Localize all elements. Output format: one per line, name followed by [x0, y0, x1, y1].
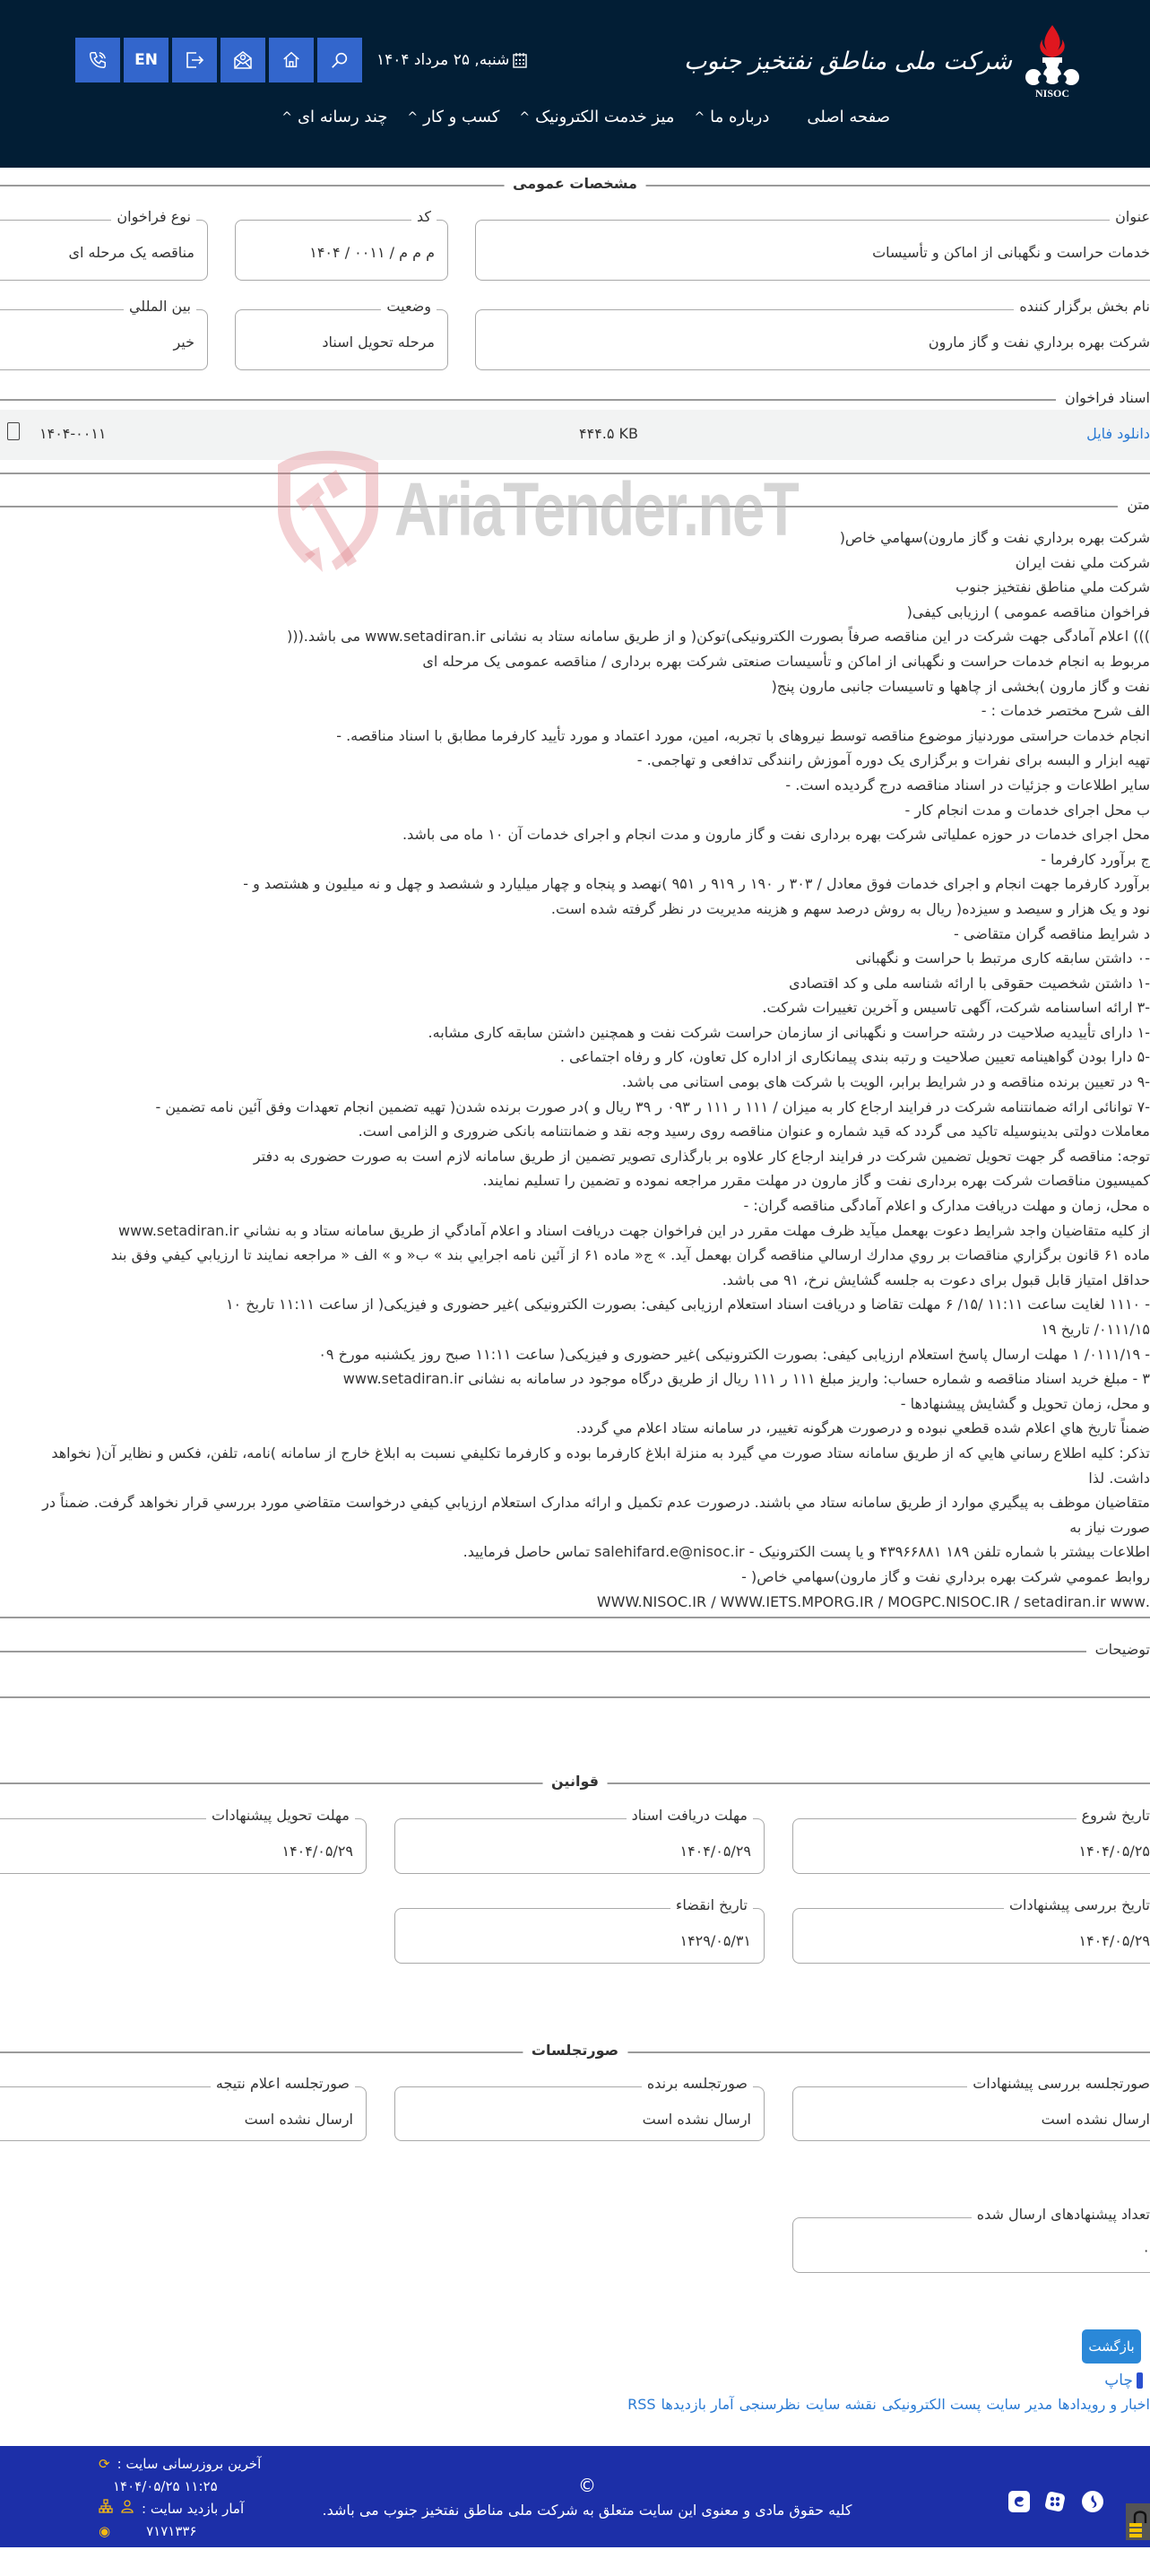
result-minutes-field [0, 2075, 367, 2141]
header-toolbar [75, 38, 527, 82]
site-footer [0, 2446, 1150, 2547]
file-name: ۱۴۰۴-۰۰۱۱ [39, 425, 107, 442]
soroush-icon[interactable] [1082, 2491, 1103, 2512]
nav-multimedia-label: چند رسانه ای [297, 108, 388, 126]
body-text-line: برآورد کارفرما جهت انجام و اجرای خدمات فوق معادل / ۳۰۳ ر ۱۹۰ ر ۹۱۹ ر ۹۵۱ )نهصد و پنجاه و چهار میلیارد و ششصد و چهل و نه میلیون و هشتصد و - [243, 875, 1150, 893]
description-header [0, 1641, 1150, 1661]
body-text-line: ))) اعلام آمادگی جهت شرکت در این مناقصه صرفاً بصورت الکترونیکی)توکن( و از طریق سامانه ستاد به نشانی www.setadiran.ir می باشد.((( [287, 628, 1150, 646]
body-text-line: و محل، زمان تحویل و گشایش پیشنهادها - [900, 1394, 1150, 1412]
print-link[interactable] [1104, 2372, 1143, 2390]
divider [0, 1617, 1150, 1618]
calendar-icon [513, 52, 527, 68]
doc-deadline-value: ۱۴۰۴/۰۵/۲۹ [679, 1843, 751, 1860]
winner-minutes-value: ارسال نشده است [642, 2111, 751, 2128]
status-field [235, 298, 448, 370]
last-update-value: ۱۱:۲۵ ۱۴۰۴/۰۵/۲۵ [113, 2478, 218, 2494]
chevron-up-icon: ^ [694, 109, 705, 125]
body-text-line: سایر اطلاعات و جزئیات در اسناد مناقصه درج گردیده است. - [785, 776, 1150, 794]
nav-about-label: درباره ما [710, 108, 770, 126]
submit-deadline-field [0, 1807, 367, 1874]
body-text-line: شرکت ملي مناطق نفتخيز جنوب [955, 578, 1150, 596]
body-text-line: حداقل امتیاز قابل قبول برای دعوت به جلسه گشایش نرخ، ۹۱ می باشد. [722, 1271, 1150, 1288]
body-text-line: نفت و گاز مارون )بخشی از چاهها و تاسیسات جانبی مارون پنج( [771, 677, 1150, 695]
review-minutes-label: صورتجلسه بررسی پیشنهادات [967, 2075, 1150, 2092]
winner-minutes-label: صورتجلسه برنده [642, 2075, 753, 2092]
body-text-line: شرکت بهره برداري نفت و گاز مارون)سهامي خاص( [839, 529, 1150, 546]
title-value: خدمات حراست و نگهبانی از اماکن و تأسیسات [872, 244, 1150, 261]
title-field [475, 208, 1150, 281]
expiry-date-field [394, 1896, 765, 1964]
nav-multimedia[interactable] [281, 108, 387, 126]
start-date-field [792, 1807, 1150, 1874]
status-value: مرحله تحویل اسناد [322, 334, 435, 351]
review-date-field [792, 1896, 1150, 1964]
copyright [308, 2473, 866, 2523]
body-text-line: انجام خدمات حراستی موردنیاز موضوع مناقصه توسط نیروهای با تجربه، امین، مورد اعتماد و مورد تأیید کارفرما مطابق با اسناد مناقصه. - [336, 726, 1150, 744]
international-label: بين المللي [124, 298, 196, 315]
title-label: عنوان [1110, 208, 1150, 225]
copyright-icon: © [578, 2475, 596, 2496]
result-minutes-value: ارسال نشده است [244, 2111, 353, 2128]
body-text-line: ب محل اجرای خدمات و مدت انجام کار - [904, 801, 1150, 819]
nisoc-logo-icon [1017, 23, 1087, 99]
divider [0, 506, 1150, 507]
submitted-count-field [792, 2206, 1150, 2273]
organizer-value: شرکت بهره برداري نفت و گاز مارون [928, 334, 1150, 351]
international-value: خير [173, 334, 195, 351]
review-minutes-value: ارسال نشده است [1041, 2111, 1150, 2128]
submitted-count-label: تعداد پیشنهادهای ارسال شده [972, 2206, 1150, 2223]
start-date-label: تاریخ شروع [1077, 1807, 1150, 1824]
footer-link-news[interactable]: اخبار و رویدادها [1058, 2396, 1150, 2413]
organizer-field [475, 298, 1150, 370]
current-date [376, 51, 527, 69]
file-size: ۴۴۴.۵ KB [579, 425, 639, 442]
nav-business-label: کسب و کار [423, 108, 500, 126]
body-text-line: ه محل، زمان و مهلت دریافت مدارک و اعلام آمادگی مناقصه گران: - [743, 1197, 1150, 1215]
text-section-header [0, 496, 1150, 516]
footer-link-sitemap[interactable]: نقشه سایت [805, 2396, 877, 2413]
international-field [0, 298, 208, 370]
search-icon[interactable] [317, 38, 362, 82]
general-section-title: مشخصات عمومی [504, 175, 646, 192]
body-text-line: معاملات دولتی بدینوسیله تاکید می گردد که قید شماره و عنوان مناقصه روی رسید وجه نقد و ضمانتنامه بانکی ضروری و الزامی است. [358, 1123, 1150, 1141]
body-text-line: .WWW.NISOC.IR / WWW.IETS.MPORG.IR / MOGPC.NISOC.IR / setadiran.ir www [596, 1592, 1150, 1610]
rules-section-header [0, 1773, 1150, 1792]
site-stats [99, 2453, 278, 2543]
code-label: کد [411, 208, 437, 225]
body-text-line: متقاضيان موظف به پيگيري موارد از طريق سامانه ستاد مي باشند. درصورت عدم تکميل و ارائه مدارک استعلام ارزيابي کيفي درخواست متقاضي مورد بررسي قرار نخواهد گرفت. ضمناً در [42, 1494, 1150, 1512]
body-text-line: شرکت ملي نفت ايران [1015, 553, 1150, 571]
body-text-line: داشت. لذا [1088, 1469, 1150, 1487]
body-text-line: -۰ داشتن سابقه کاری مرتبط با حراست و نگهبانی [855, 950, 1150, 967]
divider [0, 473, 1150, 474]
body-text-line: محل اجرای خدمات در حوزه عملیاتی شرکت بهره برداری نفت و گاز مارون و مدت انجام و اجرای خدمات آن ۱۰ ماه می باشد. [402, 826, 1150, 844]
call-type-field [0, 208, 208, 281]
body-text-line: -۱ دارای تأییدیه صلاحیت در رشته حراست و نگهبانی از سازمان حراست شرکت نفت و همچنین داشتن سابقه کاری مشابه. [428, 1023, 1150, 1041]
body-text-line: فراخوان مناقصه عمومی ) ارزیابی کیفی( [906, 603, 1150, 620]
svg-text:NISOC: NISOC [1034, 87, 1070, 99]
file-icon [7, 422, 20, 440]
body-text-line: ضمناً تاريخ هاي اعلام شده قطعي نبوده و درصورت هرگونه تغيير، در سامانه ستاد اعلام مي گردد. [575, 1419, 1150, 1437]
body-text-line: روابط عمومي شرکت بهره برداري نفت و گاز مارون)سهامي خاص( - [741, 1567, 1150, 1585]
eitaa-icon[interactable] [1008, 2491, 1030, 2512]
general-section-header [0, 175, 1150, 195]
winner-minutes-field [394, 2075, 765, 2141]
body-text-line: اطلاعات بیشتر با شماره تلفن ۱۸۹ ۴۳۹۶۶۸۸۱ و یا پست الکترونیک - salehifard.e@nisoc.ir تماس حاصل فرمایید. [463, 1543, 1150, 1561]
footer-link-stats[interactable]: آمار بازدیدها [661, 2396, 734, 2413]
documents-header [0, 389, 1150, 409]
body-text-line: -۳ ارائه اساسنامه شرکت، آگهی تاسیس و آخرین تغییرات شرکت. [762, 999, 1150, 1017]
body-text-line: ماده ۶۱ قانون برگزاري مناقصات بر روي مدارك ارسالي مناقصه گران بهعمل آيد. » ج« ماده ۶۱ از آئين نامه اجرايي بند » ب« و » الف « مراجعه نمايند تا ارزيابي كيفي وفق بند [110, 1246, 1150, 1264]
divider-line [0, 1687, 1150, 1706]
body-text-line: -۹ در تعیین برنده مناقصه و در شرایط برابر، الویت با شرکت های بومی استانی می باشد. [621, 1073, 1150, 1091]
footer-links [627, 2396, 1150, 2413]
minutes-section-header [0, 2042, 1150, 2061]
print-label: چاپ [1104, 2372, 1133, 2390]
rules-section-title: قوانین [542, 1773, 608, 1790]
nav-e-services[interactable] [519, 108, 674, 126]
doc-deadline-label: مهلت دریافت اسناد [627, 1807, 753, 1824]
back-button[interactable]: بازگشت [1082, 2329, 1141, 2364]
site-header [0, 0, 1150, 168]
description-label: توضیحات [1086, 1641, 1150, 1658]
body-text-line: - ۱۱۱۰ لغایت ساعت ۱۱:۱۱ /۱۵/ ۶ مهلت تقاضا و دریافت اسناد استعلام ارزیابی کیفی: بصورت الکترونیکی )غیر حضوری و فیزیکی( از ساعت ۱۱:۱۱ تاریخ ۱۰ [225, 1296, 1150, 1314]
status-label: وضعیت [381, 298, 437, 315]
nav-about[interactable] [694, 108, 769, 126]
chevron-up-icon: ^ [519, 109, 531, 125]
submitted-count-value: ۰ [1142, 2242, 1150, 2259]
footer-link-admin[interactable]: مدیر سایت [986, 2396, 1053, 2413]
organizer-label: نام بخش برگزار کننده [1014, 298, 1150, 315]
print-icon [1137, 2372, 1143, 2389]
chevron-up-icon: ^ [281, 109, 292, 125]
home-icon[interactable] [269, 38, 314, 82]
review-date-label: تاریخ بررسی پیشنهادات [1004, 1896, 1150, 1913]
submit-deadline-label: مهلت تحویل پیشنهادات [206, 1807, 355, 1824]
accessibility-lock-icon[interactable] [1126, 2503, 1150, 2540]
download-file-link[interactable]: دانلود فایل [1086, 425, 1150, 442]
nav-home-label: صفحه اصلی [807, 108, 890, 126]
code-value: م م م / ۰۰۱۱ / ۱۴۰۴ [309, 244, 435, 261]
rubika-icon[interactable] [1044, 2491, 1066, 2512]
review-date-value: ۱۴۰۴/۰۵/۲۹ [1078, 1932, 1150, 1949]
body-text-line: الف شرح مختصر خدمات : - [981, 702, 1150, 720]
submit-deadline-value: ۱۴۰۴/۰۵/۲۹ [281, 1843, 353, 1860]
watermark-text: AriaTender.neT [394, 467, 799, 551]
body-text-line: د شرایط مناقصه گران متقاضی - [954, 924, 1150, 942]
tender-body-text [0, 525, 1150, 1614]
last-update-label: آخرین بروزرسانی سایت : [117, 2456, 262, 2472]
body-text-line: ج برآورد کارفرما - [1041, 850, 1150, 868]
visits-value: ۷۱۷۱۳۳۶ [146, 2523, 197, 2539]
expiry-date-value: ۱۴۲۹/۰۵/۳۱ [679, 1932, 751, 1949]
nav-home[interactable] [807, 108, 890, 126]
body-text-line: مربوط به انجام خدمات حراست و نگهبانی از اماکن و تأسیسات صنعتی شرکت بهره برداری / مناقصه عمومی یک مرحله ای [422, 652, 1150, 670]
nav-e-services-label: میز خدمت الکترونیک [535, 108, 675, 126]
refresh-icon: ⟳ [99, 2456, 110, 2472]
eye-icon: ◉ [99, 2523, 111, 2539]
mail-icon[interactable] [220, 38, 265, 82]
divider-line [0, 1607, 1150, 1626]
language-en-button[interactable]: EN [124, 38, 169, 82]
copyright-text: کلیه حقوق مادی و معنوی این سایت متعلق به شرکت ملی مناطق نفتخیز جنوب می باشد. [322, 2502, 852, 2519]
divider [0, 1651, 1150, 1652]
minutes-section-title: صورتجلسات [523, 2042, 627, 2059]
body-text-line: ۰۱۱۱/۱۵/ تاریخ ۱۹ [1041, 1321, 1150, 1338]
chevron-up-icon: ^ [407, 109, 419, 125]
body-text-line: ۳ - مبلغ خرید اسناد مناقصه و شماره حساب: واریز مبلغ ۱۱۱ ر ۱۱۱ ریال از طریق درگاه موجود در سامانه به نشانی www.setadiran.ir [342, 1370, 1150, 1388]
body-text-line: از کلیه متقاضیان واجد شرایط دعوت بهعمل میآید ظرف مهلت مقرر در این فراخوان جهت دریافت اسناد و اعلام آمادگي از طريق سامانه ستاد و به نشاني www.setadiran.ir [118, 1221, 1150, 1239]
body-text-line: -۱ داشتن شخصیت حقوقی با ارائه شناسه ملی و کد اقتصادی [789, 974, 1150, 992]
footer-link-survey[interactable]: نظرسنجی [739, 2396, 800, 2413]
date-text: شنبه, ۲۵ مرداد ۱۴۰۴ [376, 51, 510, 69]
documents-label: اسناد فراخوان [1056, 389, 1150, 406]
visits-label: آمار بازدید سایت : [142, 2501, 245, 2517]
body-text-line: -۵ دارا بودن گواهینامه تعیین صلاحیت و رتبه بندی پیمانکاری از اداره کل تعاون، کار و رفاه اجتماعی . [559, 1048, 1150, 1066]
body-text-line: توجه: مناقصه گر جهت تحویل تضمین شرکت در فرایند ارجاع کار علاوه بر بارگذاری تصویر تضمین از طریق سامانه لازم است به صورت حضوری به دفتر [253, 1147, 1150, 1165]
doc-deadline-field [394, 1807, 765, 1874]
site-logo[interactable] [684, 23, 1087, 99]
divider-line [0, 463, 1150, 482]
review-minutes-field [792, 2075, 1150, 2141]
call-type-value: مناقصه یک مرحله ای [68, 244, 195, 261]
expiry-date-label: تاریخ انقضاء [670, 1896, 753, 1913]
body-text-line: صورت نياز به [1069, 1518, 1150, 1536]
body-text-line: کمیسیون مناقصات شرکت بهره برداری نفت و گاز مارون در مهلت مقرر مراجعه نموده و تضمین را تسلیم نمایند. [482, 1172, 1150, 1190]
sitemap-icon [99, 2498, 113, 2520]
logo-text: شرکت ملی مناطق نفتخیز جنوب [684, 47, 1012, 75]
footer-link-email[interactable]: پست الکترونیکی [881, 2396, 981, 2413]
code-field [235, 208, 448, 281]
text-section-label: متن [1118, 496, 1150, 513]
phone-icon[interactable] [75, 38, 120, 82]
login-icon[interactable] [172, 38, 217, 82]
body-text-line: - ۰۱۱۱/۱۹/ ۱ مهلت ارسال پاسخ استعلام ارزیابی کیفی: بصورت الکترونیکی )غیر حضوری و فیزیکی( ساعت ۱۱:۱۱ صبح روز یکشنبه مورخ ۰۹ [318, 1345, 1150, 1363]
body-text-line: تذکر: کليه اطلاع رساني هايي که از طريق سامانه ستاد صورت مي گيرد به منزلة ابلاغ کارفرما بوده و کارفرما تکليفي نسبت به ابلاغ خارج از سامانه )نامه، تلفن، فکس و نظاير آن( نخواهد [51, 1444, 1150, 1461]
start-date-value: ۱۴۰۴/۰۵/۲۵ [1078, 1843, 1150, 1860]
footer-link-rss[interactable]: RSS [627, 2396, 656, 2413]
document-row [0, 410, 1150, 460]
body-text-line: -۷ توانائی ارائه ضمانتنامه شرکت در فرایند ارجاع کار به میزان / ۱۱۱ ر ۱۱۱ ر ۰۹۳ ر ۳۹ ریال و )در صورت برنده شدن( تهیه تضمین انجام تعهدات وفق آئین نامه تضمین - [155, 1097, 1150, 1115]
main-nav [281, 108, 890, 126]
result-minutes-label: صورتجلسه اعلام نتیجه [211, 2075, 355, 2092]
body-text-line: تهیه ابزار و البسه برای نفرات و برگزاری یک دوره آموزش رانندگی تدافعی و تهاجمی. - [636, 751, 1150, 769]
nav-business[interactable] [407, 108, 499, 126]
user-icon [120, 2498, 134, 2520]
divider [0, 399, 1150, 401]
divider [0, 1696, 1150, 1698]
call-type-label: نوع فراخوان [111, 208, 196, 225]
body-text-line: نود و یک هزار و سیصد و سیزده( ریال به روش درصد سهم و هزینه مدیریت در نظر گرفته شده است. [550, 899, 1150, 917]
